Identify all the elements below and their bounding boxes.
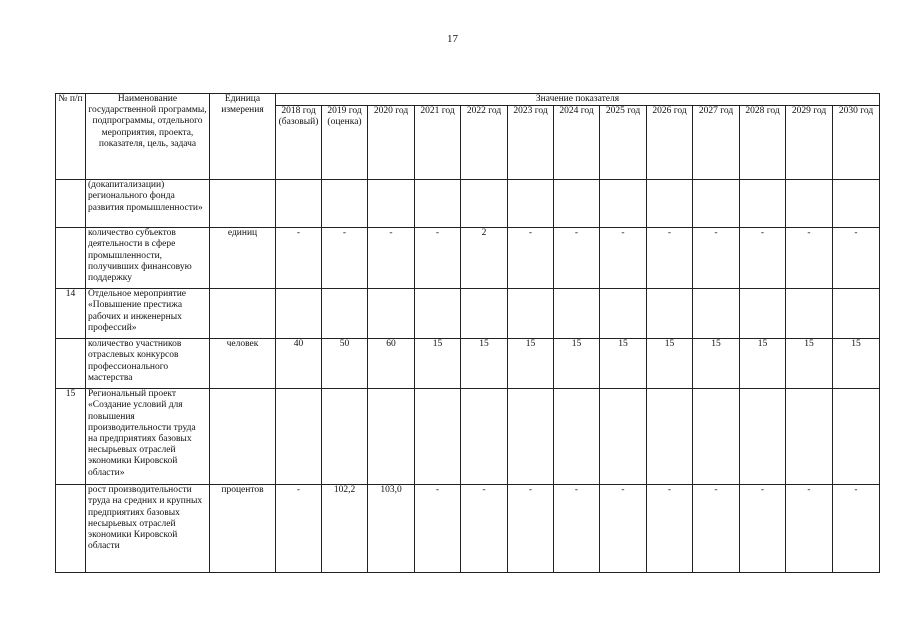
row-value: 15 — [508, 339, 554, 389]
header-year: 2022 год — [461, 106, 508, 180]
row-value — [322, 289, 368, 339]
header-year: 2023 год — [508, 106, 554, 180]
header-year: 2027 год — [693, 106, 740, 180]
row-value — [461, 180, 508, 228]
row-value: - — [554, 485, 600, 573]
row-value — [740, 389, 786, 485]
row-value — [276, 389, 322, 485]
row-num — [56, 339, 86, 389]
table-row — [56, 228, 880, 289]
header-row — [56, 94, 880, 106]
row-value: 103,0 — [368, 485, 415, 573]
row-value — [461, 289, 508, 339]
header-year: 2028 год — [740, 106, 786, 180]
row-unit: процентов — [210, 485, 276, 573]
row-value — [693, 180, 740, 228]
header-year: 2020 год — [368, 106, 415, 180]
header-year: 2024 год — [554, 106, 600, 180]
row-value — [786, 289, 833, 339]
header-year: 2029 год — [786, 106, 833, 180]
row-value: - — [415, 485, 461, 573]
header-num: № п/п — [56, 94, 86, 180]
row-value: - — [833, 485, 880, 573]
row-value: - — [508, 228, 554, 289]
table-row — [56, 389, 880, 485]
row-value: - — [508, 485, 554, 573]
row-value — [693, 289, 740, 339]
row-value: - — [600, 485, 647, 573]
row-value — [833, 180, 880, 228]
header-year: 2021 год — [415, 106, 461, 180]
row-num — [56, 485, 86, 573]
row-value: - — [276, 485, 322, 573]
page-number: 17 — [447, 33, 458, 45]
row-value: - — [647, 228, 693, 289]
header-year: 2030 год — [833, 106, 880, 180]
row-value — [600, 289, 647, 339]
row-value: 15 — [833, 339, 880, 389]
row-unit — [210, 180, 276, 228]
row-value — [322, 180, 368, 228]
row-num — [56, 228, 86, 289]
table-body — [56, 180, 880, 573]
row-value — [461, 389, 508, 485]
row-value: - — [554, 228, 600, 289]
row-value — [415, 389, 461, 485]
row-value: 15 — [693, 339, 740, 389]
row-value: - — [833, 228, 880, 289]
row-value: 15 — [415, 339, 461, 389]
row-value — [693, 389, 740, 485]
row-value: 2 — [461, 228, 508, 289]
row-name: Региональный проект «Создание условий для повышения производительности труда на предприятиях базовых несырьевых отраслей экономики Кировской области» — [86, 389, 210, 485]
row-unit — [210, 289, 276, 339]
row-value: 50 — [322, 339, 368, 389]
row-value: - — [600, 228, 647, 289]
row-value — [600, 389, 647, 485]
row-value: 15 — [786, 339, 833, 389]
row-value: - — [786, 228, 833, 289]
row-value — [368, 180, 415, 228]
header-value-group: Значение показателя — [276, 94, 880, 106]
table-row — [56, 289, 880, 339]
row-value: 15 — [554, 339, 600, 389]
row-value — [368, 289, 415, 339]
row-name: Отдельное мероприятие «Повышение престижа рабочих и инженерных профессий» — [86, 289, 210, 339]
row-num — [56, 180, 86, 228]
row-name: количество участников отраслевых конкурсов профессионального мастерства — [86, 339, 210, 389]
row-value: - — [693, 485, 740, 573]
row-value — [368, 389, 415, 485]
row-value: 102,2 — [322, 485, 368, 573]
row-value: - — [322, 228, 368, 289]
row-value — [554, 289, 600, 339]
header-name: Наименование государственной программы, подпрограммы, отдельного мероприятия, проекта, показателя, цель, задача — [86, 94, 210, 180]
row-value: 40 — [276, 339, 322, 389]
row-value — [276, 289, 322, 339]
row-value: - — [693, 228, 740, 289]
row-value — [554, 389, 600, 485]
row-value — [647, 180, 693, 228]
header-year: 2019 год (оценка) — [322, 106, 368, 180]
row-value: - — [647, 485, 693, 573]
row-value — [600, 180, 647, 228]
row-value — [647, 289, 693, 339]
header-year: 2026 год — [647, 106, 693, 180]
row-value — [833, 289, 880, 339]
row-value: - — [461, 485, 508, 573]
row-value: - — [368, 228, 415, 289]
row-name: (докапитализации) регионального фонда развития промышленности» — [86, 180, 210, 228]
row-value — [508, 389, 554, 485]
row-value — [415, 289, 461, 339]
header-unit: Единица измерения — [210, 94, 276, 180]
header-year: 2025 год — [600, 106, 647, 180]
table-row — [56, 485, 880, 573]
row-value: - — [740, 228, 786, 289]
row-value — [740, 180, 786, 228]
row-value: - — [415, 228, 461, 289]
row-name: рост производительности труда на средних и крупных предприятиях базовых несырьевых отраслей экономики Кировской области — [86, 485, 210, 573]
row-value — [786, 389, 833, 485]
row-value: - — [786, 485, 833, 573]
row-value: 60 — [368, 339, 415, 389]
table-row — [56, 180, 880, 228]
row-unit: единиц — [210, 228, 276, 289]
row-value: 15 — [740, 339, 786, 389]
row-unit — [210, 389, 276, 485]
header-year: 2018 год (базовый) — [276, 106, 322, 180]
row-value — [508, 289, 554, 339]
row-value: 15 — [461, 339, 508, 389]
row-value — [276, 180, 322, 228]
row-unit: человек — [210, 339, 276, 389]
row-value — [322, 389, 368, 485]
row-value — [833, 389, 880, 485]
row-value: - — [276, 228, 322, 289]
row-value: 15 — [600, 339, 647, 389]
table-row — [56, 339, 880, 389]
row-name: количество субъектов деятельности в сфере промышленности, получивших финансовую поддержку — [86, 228, 210, 289]
row-value — [508, 180, 554, 228]
row-value — [786, 180, 833, 228]
indicators-table — [55, 93, 880, 573]
row-value — [415, 180, 461, 228]
row-value — [740, 289, 786, 339]
row-value — [554, 180, 600, 228]
row-value — [647, 389, 693, 485]
row-num: 14 — [56, 289, 86, 339]
row-value: - — [740, 485, 786, 573]
row-num: 15 — [56, 389, 86, 485]
row-value: 15 — [647, 339, 693, 389]
